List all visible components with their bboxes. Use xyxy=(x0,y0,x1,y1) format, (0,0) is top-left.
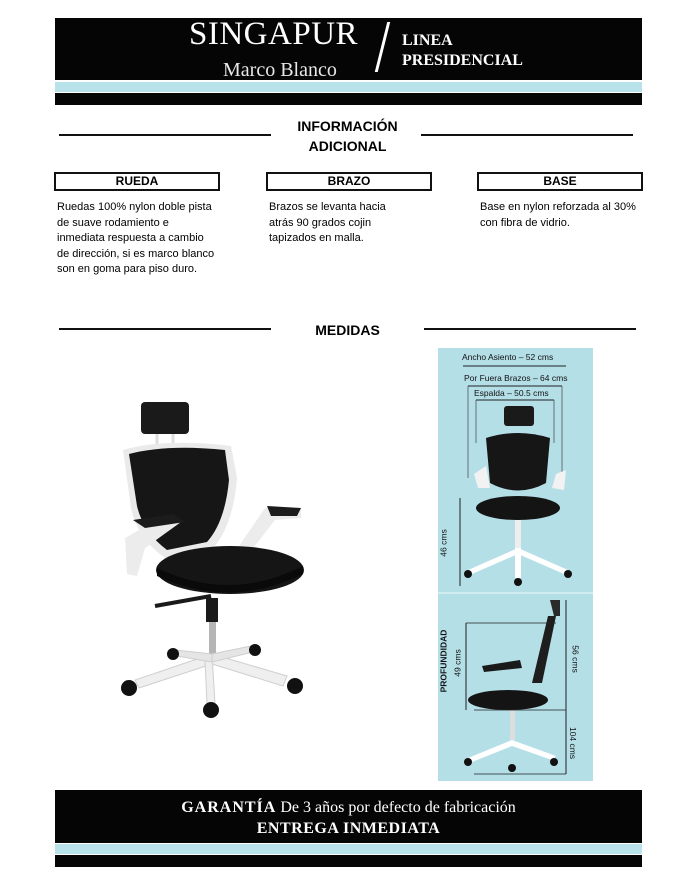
seat-width-label: Ancho Asiento – 52 cms xyxy=(462,352,554,362)
dimensions-drawing xyxy=(438,348,593,781)
chair-caster xyxy=(167,648,179,660)
info-section-title xyxy=(270,116,425,156)
header-bottom-stripe xyxy=(55,93,642,105)
front-view-seat xyxy=(476,496,560,520)
product-subtitle: Marco Blanco xyxy=(223,59,337,81)
feature-desc-rueda: Ruedas 100% nylon doble pista de suave rodamiento e inmediata respuesta a cambio de dirección, si es marco blanco son en goma para piso duro. xyxy=(57,201,215,275)
chair-photo xyxy=(115,398,310,718)
delivery-text: ENTREGA INMEDIATA xyxy=(256,820,441,837)
back-height-label: 56 cms xyxy=(570,645,581,673)
feature-desc-base: Base en nylon reforzada al 30% con fibra de vidrio. xyxy=(480,201,636,229)
info-title-line1: INFORMACIÓN xyxy=(297,118,398,134)
header-accent-stripe xyxy=(55,82,642,92)
feature-label-brazo: BRAZO xyxy=(266,172,432,191)
chair-caster xyxy=(287,678,303,694)
back-width-label: Espalda – 50.5 cms xyxy=(474,388,549,398)
product-line-label xyxy=(402,31,523,71)
total-height-label: 104 cms xyxy=(568,726,579,760)
chair-caster xyxy=(121,680,137,696)
product-line-label-2: PRESIDENCIAL xyxy=(402,52,523,69)
info-rule-left xyxy=(59,134,271,136)
front-view-back xyxy=(486,433,550,491)
info-rule-right xyxy=(421,134,633,136)
measures-rule-right xyxy=(424,328,636,330)
front-view-headrest xyxy=(504,406,534,426)
seat-height-label: 46 cms xyxy=(438,529,449,557)
feature-label-base: BASE xyxy=(477,172,643,191)
footer-bottom-stripe xyxy=(55,855,642,867)
side-view-back xyxy=(532,616,556,683)
measures-rule-left xyxy=(59,328,271,330)
side-view-seat xyxy=(468,690,548,710)
depth-title-label: PROFUNDIDAD xyxy=(438,629,449,693)
depth-value-label: 49 cms xyxy=(452,649,463,677)
warranty-label: GARANTÍA xyxy=(181,799,277,816)
feature-label-rueda: RUEDA xyxy=(54,172,220,191)
warranty-text: De 3 años por defecto de fabricación xyxy=(280,799,516,816)
product-line-label-1: LINEA xyxy=(402,32,453,49)
product-title: SINGAPUR xyxy=(189,16,359,52)
warranty-line xyxy=(55,799,642,817)
dimensions-diagram xyxy=(438,348,593,781)
feature-desc-brazo: Brazos se levanta hacia atrás 90 grados cojin tapizados en malla. xyxy=(269,201,386,244)
measures-section-title: MEDIDAS xyxy=(315,322,380,338)
chair-gas-lift xyxy=(209,622,216,654)
arms-width-label: Por Fuera Brazos – 64 cms xyxy=(464,373,568,383)
chair-caster xyxy=(249,644,261,656)
info-title-line2: ADICIONAL xyxy=(308,138,387,154)
footer-accent-stripe xyxy=(55,844,642,854)
chair-caster xyxy=(203,702,219,718)
chair-headrest xyxy=(141,402,189,434)
